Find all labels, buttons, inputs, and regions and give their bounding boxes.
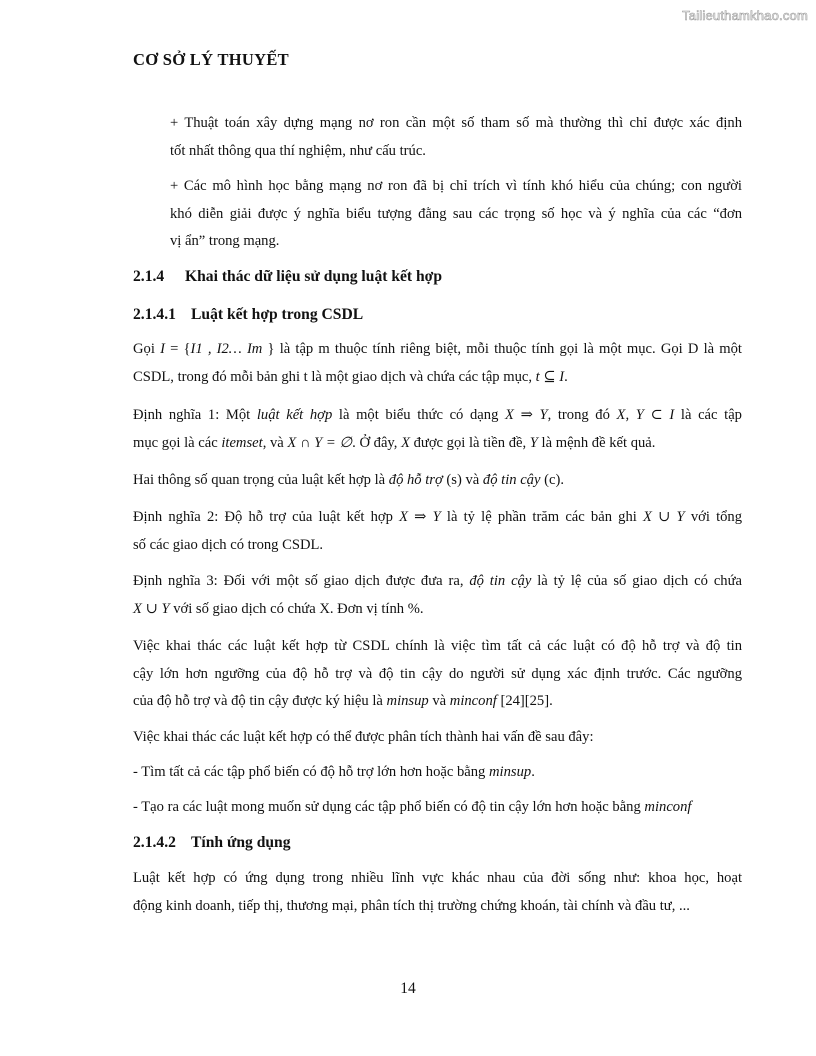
- union-expression: X ∪ Y: [133, 600, 170, 617]
- paragraph-definition-1: [133, 402, 742, 457]
- text-line: tốt nhất thông qua thí nghiệm, như cấu trúc.: [170, 142, 426, 159]
- text-line: + Thuật toán xây dựng mạng nơ ron cần một số tham số mà thường thì chỉ được xác định: [170, 115, 742, 131]
- text-line: mục gọi là các itemset, và X ∩ Y = ∅. Ở đây, X được gọi là tiền đề, Y là mệnh đề kết quả.: [133, 434, 656, 451]
- text-line: X ∪ Y với số giao dịch có chứa X. Đơn vị tính %.: [133, 600, 424, 617]
- paragraph-problems-intro: [133, 724, 742, 752]
- subset-condition: X, Y ⊂ I: [616, 407, 675, 423]
- text-line: khó diễn giải được ý nghĩa biểu tượng đằng sau các trọng số học và ý nghĩa của các “đơn: [170, 205, 742, 222]
- text-line: của độ hỗ trợ và độ tin cậy được ký hiệu là minsup và minconf [24][25].: [133, 693, 553, 709]
- paragraph-definition-3: [133, 568, 742, 623]
- section-number: 2.1.4: [133, 268, 165, 285]
- text-line: Định nghĩa 2: Độ hỗ trợ của luật kết hợp X ⇒ Y là tỷ lệ phần trăm các bản ghi X ∪ Y với tổng: [133, 509, 743, 525]
- paragraph-definition-2: [133, 504, 742, 559]
- paragraph-mining: [133, 633, 742, 716]
- text-line: Việc khai thác các luật kết hợp từ CSDL chính là việc tìm tất cả các luật có độ hỗ trợ và độ tin: [133, 638, 742, 654]
- section-heading-2-1-4-1: [133, 306, 363, 324]
- text-line: Định nghĩa 1: Một luật kết hợp là một biểu thức có dạng X ⇒ Y, trong đó X, Y ⊂ I là các tập: [133, 407, 742, 423]
- text-line: Gọi I = {I1 , I2… Im } là tập m thuộc tính riêng biệt, mỗi thuộc tính gọi là một mục. Gọi D là một: [133, 341, 742, 357]
- section-heading-2-1-4-2: [133, 834, 291, 852]
- text-line: động kinh doanh, tiếp thị, thương mại, phân tích thị trường chứng khoán, tài chính và đầu tư, ...: [133, 897, 690, 914]
- list-item-generate-rules: [133, 794, 753, 822]
- bullet-paragraph-2: [170, 173, 742, 256]
- subset-expression: t ⊆ I: [535, 368, 565, 385]
- text-line: + Các mô hình học bằng mạng nơ ron đã bị chỉ trích vì tính khó hiểu của chúng; con người: [170, 178, 742, 194]
- section-title: Khai thác dữ liệu sử dụng luật kết hợp: [185, 268, 442, 285]
- section-title: Tính ứng dụng: [191, 834, 291, 851]
- rule-expression: X ⇒ Y: [505, 407, 548, 423]
- section-title: Luật kết hợp trong CSDL: [191, 306, 364, 323]
- paragraph-parameters: [133, 467, 742, 495]
- rule-expression: X ⇒ Y: [399, 509, 441, 525]
- text-line: CSDL, trong đó mỗi bản ghi t là một giao dịch và chứa các tập mục, t ⊆ I.: [133, 368, 568, 385]
- union-expression: X ∪ Y: [643, 509, 685, 525]
- text-line: Việc khai thác các luật kết hợp có thể được phân tích thành hai vấn đề sau đây:: [133, 729, 594, 745]
- bullet-paragraph-1: [170, 110, 742, 165]
- text-line: Hai thông số quan trọng của luật kết hợp là độ hỗ trợ (s) và độ tin cậy (c).: [133, 472, 564, 488]
- paragraph-definition-items: [133, 336, 742, 391]
- section-heading-2-1-4: [133, 268, 442, 286]
- text-line: Luật kết hợp có ứng dụng trong nhiều lĩnh vực khác nhau của đời sống như: khoa học, hoạt: [133, 870, 742, 886]
- chapter-title: CƠ SỞ LÝ THUYẾT: [133, 50, 289, 69]
- text-line: Định nghĩa 3: Đối với một số giao dịch được đưa ra, độ tin cậy là tỷ lệ của số giao dịch có chứa: [133, 573, 742, 589]
- text-line: - Tìm tất cả các tập phổ biến có độ hỗ trợ lớn hơn hoặc bằng minsup.: [133, 764, 535, 780]
- item-set-expression: I1 , I2… Im: [190, 341, 263, 357]
- disjoint-expression: X ∩ Y = ∅: [287, 434, 353, 451]
- text-line: số các giao dịch có trong CSDL.: [133, 536, 324, 553]
- text-line: cậy lớn hơn ngưỡng của độ hỗ trợ và độ tin cậy do người sử dụng xác định trước. Các ngưỡng: [133, 665, 742, 682]
- page-number: 14: [400, 980, 416, 997]
- text-line: - Tạo ra các luật mong muốn sử dụng các tập phổ biến có độ tin cậy lớn hơn hoặc bằng minconf: [133, 799, 692, 815]
- paragraph-applications: [133, 865, 742, 920]
- section-number: 2.1.4.1: [133, 306, 176, 323]
- list-item-find-frequent: [133, 759, 742, 787]
- text-line: vị ẩn” trong mạng.: [170, 233, 280, 249]
- section-number: 2.1.4.2: [133, 834, 176, 851]
- watermark: Tailieuthamkhao.com: [682, 8, 808, 23]
